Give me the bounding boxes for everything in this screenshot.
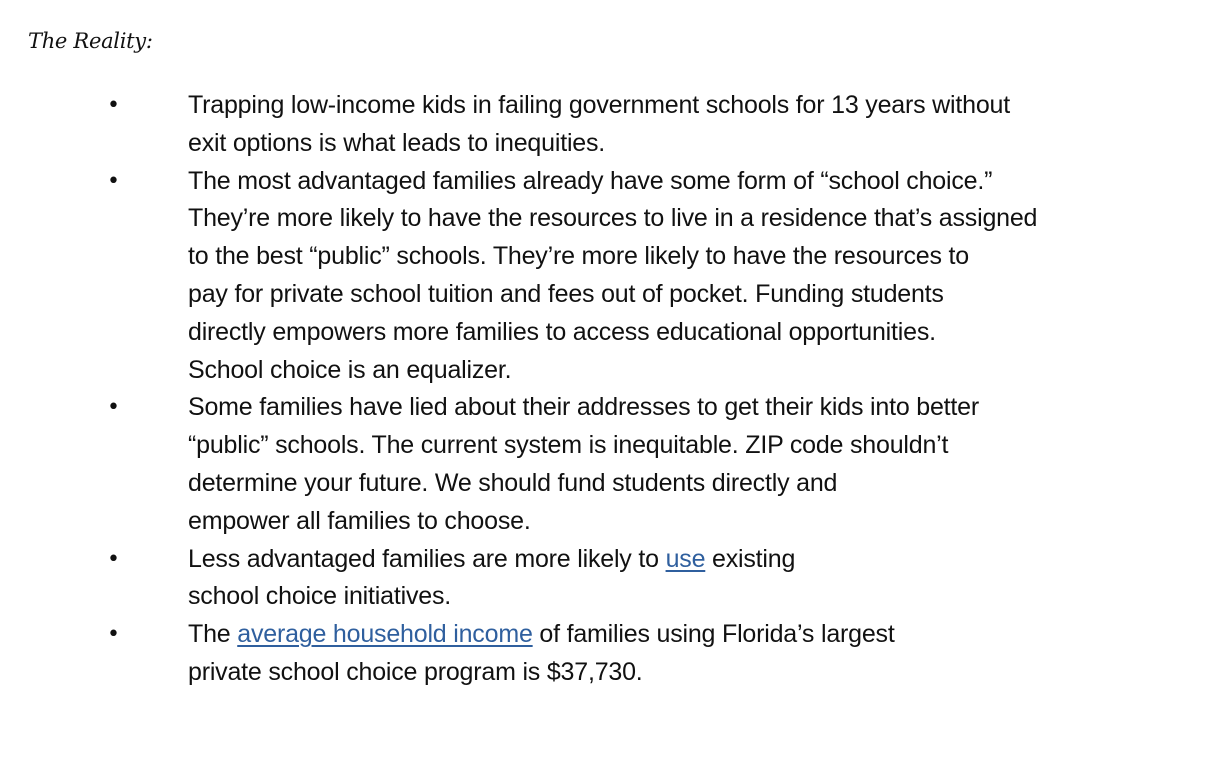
text-line: pay for private school tuition and fees out of pocket. Funding students xyxy=(188,279,944,308)
text-line: school choice initiatives. xyxy=(188,582,451,611)
text-line: private school choice program is $37,730. xyxy=(188,657,643,686)
bullet-icon: • xyxy=(107,622,120,648)
list-item xyxy=(0,87,1206,163)
list-item-text xyxy=(188,389,1176,540)
bullet-icon: • xyxy=(107,546,120,572)
text-segment: The xyxy=(188,620,238,649)
bullet-list xyxy=(0,87,1206,692)
text-line: They’re more likely to have the resources to live in a residence that’s assigned xyxy=(188,204,1038,233)
text-line xyxy=(188,616,1176,654)
text-line: to the best “public” schools. They’re more likely to have the resources to xyxy=(188,242,969,271)
list-item-text xyxy=(188,616,1176,692)
use-link[interactable]: use xyxy=(665,544,706,573)
text-segment: of families using Florida’s largest xyxy=(532,620,895,649)
text-line: Trapping low-income kids in failing government schools for 13 years without xyxy=(188,91,1010,119)
bullet-icon: • xyxy=(107,168,120,194)
text-line: Some families have lied about their addresses to get their kids into better xyxy=(188,393,979,422)
text-line: The most advantaged families already have some form of “school choice.” xyxy=(188,166,993,195)
text-line: empower all families to choose. xyxy=(188,506,531,535)
text-segment: existing xyxy=(705,544,796,573)
section-heading: The Reality: xyxy=(28,29,153,53)
list-item xyxy=(0,389,1206,540)
list-item xyxy=(0,163,1206,390)
bullet-icon: • xyxy=(107,395,120,421)
list-item xyxy=(0,541,1206,617)
text-line: “public” schools. The current system is inequitable. ZIP code shouldn’t xyxy=(188,431,949,460)
bullet-icon: • xyxy=(107,93,120,118)
list-item-text xyxy=(188,87,1176,163)
text-line: determine your future. We should fund students directly and xyxy=(188,468,838,497)
text-line: directly empowers more families to access educational opportunities. xyxy=(188,317,936,346)
text-line xyxy=(188,541,1176,579)
text-segment: Less advantaged families are more likely to xyxy=(188,544,666,573)
list-item-text xyxy=(188,541,1176,617)
list-item xyxy=(0,616,1206,692)
text-line: School choice is an equalizer. xyxy=(188,355,512,384)
list-item-text xyxy=(188,163,1176,390)
text-line: exit options is what leads to inequities. xyxy=(188,128,606,157)
average-household-income-link[interactable]: average household income xyxy=(237,620,533,649)
